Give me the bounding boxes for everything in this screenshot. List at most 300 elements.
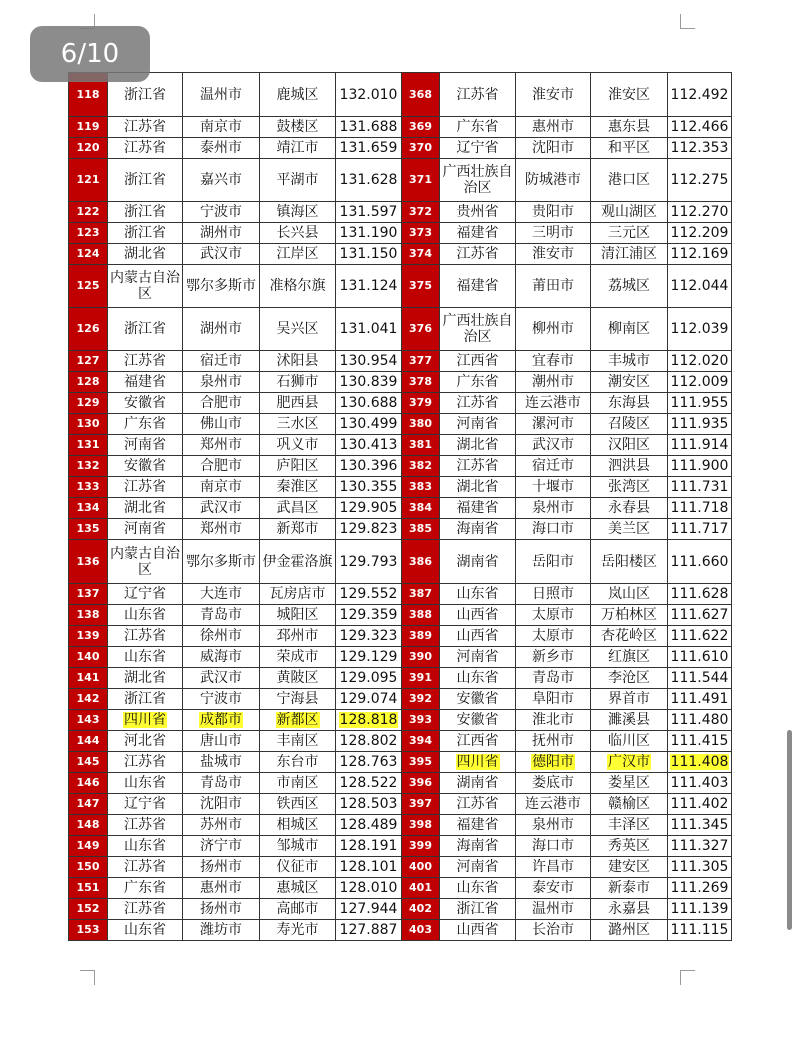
district-cell: 东海县 bbox=[591, 393, 668, 414]
district-cell: 新郑市 bbox=[260, 519, 336, 540]
highlighted-text: 128.818 bbox=[339, 712, 398, 728]
rank-cell: 153 bbox=[69, 920, 108, 941]
rank-cell: 130 bbox=[69, 414, 108, 435]
table-row bbox=[69, 857, 732, 878]
district-cell: 鹿城区 bbox=[260, 73, 336, 117]
rank-cell: 147 bbox=[69, 794, 108, 815]
rank-cell: 386 bbox=[402, 540, 440, 584]
city-cell: 新乡市 bbox=[516, 647, 591, 668]
district-cell: 召陵区 bbox=[591, 414, 668, 435]
city-cell: 防城港市 bbox=[516, 159, 591, 202]
province-cell: 山西省 bbox=[440, 605, 516, 626]
city-cell: 济宁市 bbox=[183, 836, 260, 857]
table-row bbox=[69, 626, 732, 647]
table-row bbox=[69, 351, 732, 372]
province-cell: 浙江省 bbox=[440, 899, 516, 920]
value-cell: 129.323 bbox=[336, 626, 402, 647]
value-cell: 132.010 bbox=[336, 73, 402, 117]
city-cell: 抚州市 bbox=[516, 731, 591, 752]
rank-cell: 139 bbox=[69, 626, 108, 647]
province-cell bbox=[108, 710, 183, 731]
district-cell: 邳州市 bbox=[260, 626, 336, 647]
district-cell: 美兰区 bbox=[591, 519, 668, 540]
district-cell: 丰城市 bbox=[591, 351, 668, 372]
value-cell: 129.129 bbox=[336, 647, 402, 668]
city-cell: 海口市 bbox=[516, 836, 591, 857]
rank-cell: 126 bbox=[69, 308, 108, 351]
province-cell: 辽宁省 bbox=[108, 794, 183, 815]
province-cell: 江苏省 bbox=[440, 794, 516, 815]
rank-cell: 152 bbox=[69, 899, 108, 920]
district-cell: 丰泽区 bbox=[591, 815, 668, 836]
rank-cell: 140 bbox=[69, 647, 108, 668]
value-cell: 128.522 bbox=[336, 773, 402, 794]
city-cell: 青岛市 bbox=[183, 605, 260, 626]
highlighted-text: 成都市 bbox=[200, 712, 242, 728]
rank-cell: 393 bbox=[402, 710, 440, 731]
province-cell: 山西省 bbox=[440, 920, 516, 941]
district-cell: 潮安区 bbox=[591, 372, 668, 393]
city-cell: 惠州市 bbox=[516, 117, 591, 138]
highlighted-text: 德阳市 bbox=[532, 754, 574, 770]
district-cell: 宁海县 bbox=[260, 689, 336, 710]
table-row bbox=[69, 372, 732, 393]
city-cell: 许昌市 bbox=[516, 857, 591, 878]
value-cell: 128.503 bbox=[336, 794, 402, 815]
rank-cell: 394 bbox=[402, 731, 440, 752]
value-cell: 112.270 bbox=[668, 202, 732, 223]
table-row bbox=[69, 265, 732, 308]
rank-cell: 133 bbox=[69, 477, 108, 498]
city-cell: 泰州市 bbox=[183, 138, 260, 159]
value-cell: 111.345 bbox=[668, 815, 732, 836]
city-cell: 扬州市 bbox=[183, 899, 260, 920]
value-cell: 131.190 bbox=[336, 223, 402, 244]
table-row bbox=[69, 435, 732, 456]
city-cell: 沈阳市 bbox=[516, 138, 591, 159]
table-row bbox=[69, 815, 732, 836]
city-cell: 阜阳市 bbox=[516, 689, 591, 710]
rank-cell: 132 bbox=[69, 456, 108, 477]
value-cell: 111.660 bbox=[668, 540, 732, 584]
rank-cell: 380 bbox=[402, 414, 440, 435]
province-cell: 福建省 bbox=[440, 223, 516, 244]
value-cell: 112.169 bbox=[668, 244, 732, 265]
rank-cell: 375 bbox=[402, 265, 440, 308]
value-cell: 111.717 bbox=[668, 519, 732, 540]
value-cell: 129.793 bbox=[336, 540, 402, 584]
table-row bbox=[69, 920, 732, 941]
province-cell: 安徽省 bbox=[108, 456, 183, 477]
province-cell: 山西省 bbox=[440, 626, 516, 647]
city-cell: 淮安市 bbox=[516, 73, 591, 117]
value-cell: 112.492 bbox=[668, 73, 732, 117]
value-cell: 130.413 bbox=[336, 435, 402, 456]
city-cell: 佛山市 bbox=[183, 414, 260, 435]
rank-cell: 136 bbox=[69, 540, 108, 584]
district-cell: 汉阳区 bbox=[591, 435, 668, 456]
district-cell: 惠城区 bbox=[260, 878, 336, 899]
province-cell: 江苏省 bbox=[108, 477, 183, 498]
rank-cell: 124 bbox=[69, 244, 108, 265]
rank-cell: 119 bbox=[69, 117, 108, 138]
value-cell: 128.802 bbox=[336, 731, 402, 752]
district-cell: 万柏林区 bbox=[591, 605, 668, 626]
district-cell: 荣成市 bbox=[260, 647, 336, 668]
city-cell: 连云港市 bbox=[516, 794, 591, 815]
province-cell: 湖南省 bbox=[440, 773, 516, 794]
district-cell: 武昌区 bbox=[260, 498, 336, 519]
city-cell: 武汉市 bbox=[183, 244, 260, 265]
table-row bbox=[69, 668, 732, 689]
rank-cell: 148 bbox=[69, 815, 108, 836]
value-cell: 111.731 bbox=[668, 477, 732, 498]
district-cell bbox=[260, 710, 336, 731]
province-cell: 广西壮族自治区 bbox=[440, 308, 516, 351]
district-cell: 和平区 bbox=[591, 138, 668, 159]
value-cell: 111.610 bbox=[668, 647, 732, 668]
rank-cell: 122 bbox=[69, 202, 108, 223]
rank-cell: 400 bbox=[402, 857, 440, 878]
province-cell: 山东省 bbox=[108, 920, 183, 941]
city-cell: 海口市 bbox=[516, 519, 591, 540]
city-cell: 唐山市 bbox=[183, 731, 260, 752]
table-row bbox=[69, 794, 732, 815]
city-cell: 青岛市 bbox=[183, 773, 260, 794]
city-cell: 温州市 bbox=[183, 73, 260, 117]
province-cell: 福建省 bbox=[108, 372, 183, 393]
city-cell: 泉州市 bbox=[516, 815, 591, 836]
value-cell: 127.887 bbox=[336, 920, 402, 941]
province-cell: 山东省 bbox=[440, 584, 516, 605]
table-row bbox=[69, 899, 732, 920]
highlighted-text: 广汉市 bbox=[608, 754, 650, 770]
city-cell: 泉州市 bbox=[183, 372, 260, 393]
district-cell: 铁西区 bbox=[260, 794, 336, 815]
province-cell bbox=[440, 752, 516, 773]
province-cell: 广东省 bbox=[440, 117, 516, 138]
table-body bbox=[69, 73, 732, 941]
city-cell: 鄂尔多斯市 bbox=[183, 540, 260, 584]
rank-cell: 121 bbox=[69, 159, 108, 202]
province-cell: 内蒙古自治区 bbox=[108, 265, 183, 308]
value-cell: 112.466 bbox=[668, 117, 732, 138]
rank-cell: 129 bbox=[69, 393, 108, 414]
district-cell: 新泰市 bbox=[591, 878, 668, 899]
rank-cell: 383 bbox=[402, 477, 440, 498]
value-cell: 128.489 bbox=[336, 815, 402, 836]
province-cell: 江苏省 bbox=[440, 73, 516, 117]
city-cell bbox=[183, 710, 260, 731]
table-row bbox=[69, 836, 732, 857]
value-cell: 129.552 bbox=[336, 584, 402, 605]
district-cell: 清江浦区 bbox=[591, 244, 668, 265]
value-cell: 127.944 bbox=[336, 899, 402, 920]
rank-cell: 398 bbox=[402, 815, 440, 836]
province-cell: 福建省 bbox=[440, 498, 516, 519]
district-cell: 沭阳县 bbox=[260, 351, 336, 372]
table-row bbox=[69, 519, 732, 540]
province-cell: 浙江省 bbox=[108, 159, 183, 202]
highlighted-text: 新都区 bbox=[276, 712, 319, 728]
value-cell: 111.415 bbox=[668, 731, 732, 752]
table-row bbox=[69, 73, 732, 117]
district-cell: 潞州区 bbox=[591, 920, 668, 941]
value-cell bbox=[668, 752, 732, 773]
district-cell: 娄星区 bbox=[591, 773, 668, 794]
rank-cell: 387 bbox=[402, 584, 440, 605]
province-cell: 广西壮族自治区 bbox=[440, 159, 516, 202]
value-cell: 131.597 bbox=[336, 202, 402, 223]
city-cell: 长治市 bbox=[516, 920, 591, 941]
district-cell: 李沧区 bbox=[591, 668, 668, 689]
district-cell: 红旗区 bbox=[591, 647, 668, 668]
province-cell: 河南省 bbox=[440, 857, 516, 878]
province-cell: 贵州省 bbox=[440, 202, 516, 223]
city-cell: 威海市 bbox=[183, 647, 260, 668]
province-cell: 安徽省 bbox=[440, 710, 516, 731]
table-row bbox=[69, 477, 732, 498]
value-cell: 128.010 bbox=[336, 878, 402, 899]
province-cell: 江苏省 bbox=[108, 857, 183, 878]
province-cell: 辽宁省 bbox=[440, 138, 516, 159]
province-cell: 山东省 bbox=[440, 878, 516, 899]
district-cell: 巩义市 bbox=[260, 435, 336, 456]
ranking-table bbox=[68, 72, 732, 941]
value-cell: 129.095 bbox=[336, 668, 402, 689]
district-cell: 永春县 bbox=[591, 498, 668, 519]
province-cell: 湖南省 bbox=[440, 540, 516, 584]
value-cell: 131.150 bbox=[336, 244, 402, 265]
table-row bbox=[69, 605, 732, 626]
table-row bbox=[69, 159, 732, 202]
district-cell: 临川区 bbox=[591, 731, 668, 752]
district-cell: 肥西县 bbox=[260, 393, 336, 414]
province-cell: 广东省 bbox=[108, 414, 183, 435]
table-row bbox=[69, 752, 732, 773]
table-row bbox=[69, 584, 732, 605]
rank-cell: 372 bbox=[402, 202, 440, 223]
province-cell: 河南省 bbox=[440, 414, 516, 435]
district-cell: 高邮市 bbox=[260, 899, 336, 920]
district-cell: 城阳区 bbox=[260, 605, 336, 626]
city-cell: 青岛市 bbox=[516, 668, 591, 689]
district-cell: 平湖市 bbox=[260, 159, 336, 202]
city-cell: 漯河市 bbox=[516, 414, 591, 435]
city-cell: 合肥市 bbox=[183, 456, 260, 477]
province-cell: 江苏省 bbox=[108, 899, 183, 920]
province-cell: 安徽省 bbox=[108, 393, 183, 414]
city-cell: 鄂尔多斯市 bbox=[183, 265, 260, 308]
province-cell: 海南省 bbox=[440, 519, 516, 540]
province-cell: 福建省 bbox=[440, 815, 516, 836]
rank-cell: 141 bbox=[69, 668, 108, 689]
city-cell: 扬州市 bbox=[183, 857, 260, 878]
value-cell: 112.275 bbox=[668, 159, 732, 202]
province-cell: 江苏省 bbox=[108, 117, 183, 138]
district-cell: 庐阳区 bbox=[260, 456, 336, 477]
city-cell: 宿迁市 bbox=[183, 351, 260, 372]
city-cell: 湖州市 bbox=[183, 308, 260, 351]
district-cell: 杏花岭区 bbox=[591, 626, 668, 647]
province-cell: 河南省 bbox=[108, 519, 183, 540]
province-cell: 广东省 bbox=[108, 878, 183, 899]
rank-cell: 391 bbox=[402, 668, 440, 689]
province-cell: 湖北省 bbox=[108, 668, 183, 689]
city-cell: 温州市 bbox=[516, 899, 591, 920]
city-cell: 泰安市 bbox=[516, 878, 591, 899]
province-cell: 浙江省 bbox=[108, 689, 183, 710]
district-cell: 相城区 bbox=[260, 815, 336, 836]
highlighted-text: 四川省 bbox=[124, 712, 166, 728]
value-cell: 131.628 bbox=[336, 159, 402, 202]
rank-cell: 395 bbox=[402, 752, 440, 773]
city-cell: 岳阳市 bbox=[516, 540, 591, 584]
province-cell: 湖北省 bbox=[108, 244, 183, 265]
value-cell: 111.327 bbox=[668, 836, 732, 857]
page-corner-mark bbox=[680, 970, 695, 985]
value-cell: 130.954 bbox=[336, 351, 402, 372]
district-cell: 柳南区 bbox=[591, 308, 668, 351]
value-cell: 111.115 bbox=[668, 920, 732, 941]
rank-cell: 149 bbox=[69, 836, 108, 857]
scrollbar-thumb[interactable] bbox=[787, 730, 792, 930]
city-cell: 宜春市 bbox=[516, 351, 591, 372]
table-row bbox=[69, 498, 732, 519]
city-cell: 盐城市 bbox=[183, 752, 260, 773]
value-cell: 128.763 bbox=[336, 752, 402, 773]
rank-cell: 127 bbox=[69, 351, 108, 372]
value-cell: 111.402 bbox=[668, 794, 732, 815]
value-cell: 111.935 bbox=[668, 414, 732, 435]
province-cell: 江苏省 bbox=[440, 393, 516, 414]
value-cell: 131.688 bbox=[336, 117, 402, 138]
table-row bbox=[69, 202, 732, 223]
city-cell: 贵阳市 bbox=[516, 202, 591, 223]
value-cell: 129.905 bbox=[336, 498, 402, 519]
district-cell: 镇海区 bbox=[260, 202, 336, 223]
province-cell: 山东省 bbox=[108, 836, 183, 857]
district-cell: 惠东县 bbox=[591, 117, 668, 138]
rank-cell: 134 bbox=[69, 498, 108, 519]
rank-cell: 120 bbox=[69, 138, 108, 159]
value-cell: 129.823 bbox=[336, 519, 402, 540]
rank-cell: 369 bbox=[402, 117, 440, 138]
rank-cell: 128 bbox=[69, 372, 108, 393]
page-corner-mark bbox=[80, 970, 95, 985]
province-cell: 海南省 bbox=[440, 836, 516, 857]
district-cell: 黄陂区 bbox=[260, 668, 336, 689]
city-cell: 柳州市 bbox=[516, 308, 591, 351]
table-row bbox=[69, 540, 732, 584]
value-cell: 128.101 bbox=[336, 857, 402, 878]
city-cell: 武汉市 bbox=[183, 498, 260, 519]
value-cell: 112.020 bbox=[668, 351, 732, 372]
district-cell: 赣榆区 bbox=[591, 794, 668, 815]
city-cell: 南京市 bbox=[183, 477, 260, 498]
province-cell: 江苏省 bbox=[108, 351, 183, 372]
table-row bbox=[69, 138, 732, 159]
province-cell: 山东省 bbox=[108, 605, 183, 626]
table-row bbox=[69, 878, 732, 899]
rank-cell: 381 bbox=[402, 435, 440, 456]
province-cell: 江苏省 bbox=[108, 138, 183, 159]
district-cell: 伊金霍洛旗 bbox=[260, 540, 336, 584]
district-cell: 鼓楼区 bbox=[260, 117, 336, 138]
rank-cell: 396 bbox=[402, 773, 440, 794]
page-corner-mark bbox=[680, 14, 695, 29]
rank-cell: 388 bbox=[402, 605, 440, 626]
district-cell: 泗洪县 bbox=[591, 456, 668, 477]
table-row bbox=[69, 308, 732, 351]
value-cell: 111.305 bbox=[668, 857, 732, 878]
city-cell: 娄底市 bbox=[516, 773, 591, 794]
city-cell: 宿迁市 bbox=[516, 456, 591, 477]
district-cell: 准格尔旗 bbox=[260, 265, 336, 308]
value-cell: 130.499 bbox=[336, 414, 402, 435]
province-cell: 内蒙古自治区 bbox=[108, 540, 183, 584]
rank-cell: 374 bbox=[402, 244, 440, 265]
value-cell: 112.039 bbox=[668, 308, 732, 351]
province-cell: 山东省 bbox=[108, 647, 183, 668]
district-cell: 市南区 bbox=[260, 773, 336, 794]
province-cell: 江苏省 bbox=[108, 752, 183, 773]
city-cell: 惠州市 bbox=[183, 878, 260, 899]
province-cell: 山东省 bbox=[440, 668, 516, 689]
district-cell: 港口区 bbox=[591, 159, 668, 202]
district-cell: 张湾区 bbox=[591, 477, 668, 498]
district-cell: 观山湖区 bbox=[591, 202, 668, 223]
district-cell: 秀英区 bbox=[591, 836, 668, 857]
value-cell: 131.041 bbox=[336, 308, 402, 351]
city-cell: 十堰市 bbox=[516, 477, 591, 498]
table-row bbox=[69, 223, 732, 244]
city-cell: 武汉市 bbox=[183, 668, 260, 689]
city-cell: 宁波市 bbox=[183, 689, 260, 710]
value-cell: 112.353 bbox=[668, 138, 732, 159]
value-cell: 111.544 bbox=[668, 668, 732, 689]
value-cell: 131.659 bbox=[336, 138, 402, 159]
province-cell: 湖北省 bbox=[440, 477, 516, 498]
district-cell bbox=[591, 752, 668, 773]
value-cell: 111.955 bbox=[668, 393, 732, 414]
province-cell: 福建省 bbox=[440, 265, 516, 308]
city-cell: 淮北市 bbox=[516, 710, 591, 731]
rank-cell: 373 bbox=[402, 223, 440, 244]
rank-cell: 378 bbox=[402, 372, 440, 393]
district-cell: 长兴县 bbox=[260, 223, 336, 244]
value-cell: 111.403 bbox=[668, 773, 732, 794]
table-row bbox=[69, 456, 732, 477]
rank-cell: 125 bbox=[69, 265, 108, 308]
table-row bbox=[69, 689, 732, 710]
district-cell: 岳阳楼区 bbox=[591, 540, 668, 584]
table-row bbox=[69, 117, 732, 138]
province-cell: 湖北省 bbox=[440, 435, 516, 456]
city-cell: 苏州市 bbox=[183, 815, 260, 836]
table-row bbox=[69, 244, 732, 265]
province-cell: 浙江省 bbox=[108, 223, 183, 244]
district-cell: 永嘉县 bbox=[591, 899, 668, 920]
province-cell: 浙江省 bbox=[108, 202, 183, 223]
province-cell: 山东省 bbox=[108, 773, 183, 794]
rank-cell: 384 bbox=[402, 498, 440, 519]
value-cell: 112.044 bbox=[668, 265, 732, 308]
district-cell: 淮安区 bbox=[591, 73, 668, 117]
rank-cell: 137 bbox=[69, 584, 108, 605]
table-row bbox=[69, 393, 732, 414]
city-cell: 湖州市 bbox=[183, 223, 260, 244]
